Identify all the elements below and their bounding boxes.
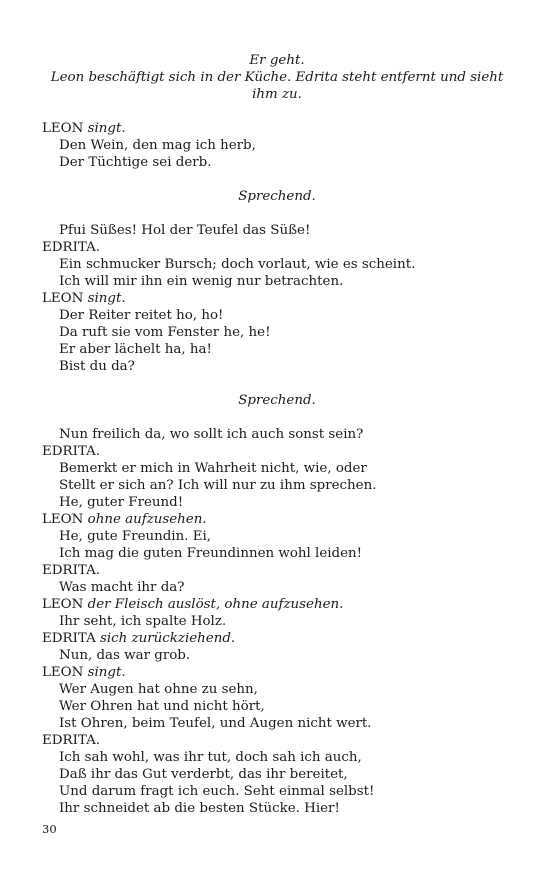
verse-line: Er aber lächelt ha, ha! — [59, 342, 212, 357]
verse-line: Bist du da? — [59, 359, 135, 374]
dialogue — [42, 120, 512, 817]
speaker-name: EDRITA. — [42, 444, 101, 459]
spacer — [42, 103, 512, 120]
stage-direction: Sprechend. — [238, 393, 316, 408]
verse-line: Der Reiter reitet ho, ho! — [59, 308, 224, 323]
speaker-line — [42, 596, 512, 613]
speaker-name: LEON — [42, 665, 84, 680]
verse-line: Und darum fragt ich euch. Seht einmal selbst! — [59, 784, 375, 799]
speaker-name: LEON — [42, 291, 84, 306]
spacer — [42, 409, 512, 426]
drama-text — [42, 52, 512, 817]
verse-line: Ihr schneidet ab die besten Stücke. Hier! — [59, 801, 340, 816]
verse-line: Stellt er sich an? Ich will nur zu ihm sprechen. — [59, 478, 377, 493]
verse-line: Da ruft sie vom Fenster he, he! — [59, 325, 271, 340]
speaker-line — [42, 511, 512, 528]
stage-direction-exit: Er geht. — [249, 53, 305, 68]
verse-line: Nun, das war grob. — [59, 648, 191, 663]
speaker-name: LEON — [42, 597, 84, 612]
verse-line: Pfui Süßes! Hol der Teufel das Süße! — [59, 223, 311, 238]
speaker-line — [42, 562, 512, 579]
verse-line: Ihr seht, ich spalte Holz. — [59, 614, 227, 629]
speaker-direction: der Fleisch auslöst, ohne aufzusehen. — [87, 597, 344, 612]
speaker-direction: singt. — [87, 121, 126, 136]
verse-line: Wer Ohren hat und nicht hört, — [59, 699, 265, 714]
speaker-name: LEON — [42, 512, 84, 527]
verse-line: He, guter Freund! — [59, 495, 184, 510]
speaker-direction: ohne aufzusehen. — [87, 512, 207, 527]
verse-line: Den Wein, den mag ich herb, — [59, 138, 256, 153]
verse-line: Ich sah wohl, was ihr tut, doch sah ich auch, — [59, 750, 362, 765]
speaker-line — [42, 443, 512, 460]
speaker-line — [42, 664, 512, 681]
verse-line: Ist Ohren, beim Teufel, und Augen nicht wert. — [59, 716, 372, 731]
stage-direction: Sprechend. — [238, 189, 316, 204]
speaker-line — [42, 732, 512, 749]
verse-line: Ich will mir ihn ein wenig nur betrachten. — [59, 274, 344, 289]
verse-line: Wer Augen hat ohne zu sehn, — [59, 682, 258, 697]
speaker-line — [42, 290, 512, 307]
verse-line: Ich mag die guten Freundinnen wohl leiden! — [59, 546, 363, 561]
verse-line: Der Tüchtige sei derb. — [59, 155, 212, 170]
verse-line: Daß ihr das Gut verderbt, das ihr bereitet, — [59, 767, 348, 782]
verse-line: He, gute Freundin. Ei, — [59, 529, 212, 544]
speaker-line — [42, 120, 512, 137]
speaker-name: LEON — [42, 121, 84, 136]
speaker-line — [42, 239, 512, 256]
speaker-line — [42, 630, 512, 647]
speaker-name: EDRITA — [42, 631, 96, 646]
speaker-direction: sich zurückziehend. — [100, 631, 236, 646]
page-number: 30 — [42, 822, 57, 836]
speaker-direction: singt. — [87, 291, 126, 306]
speaker-direction: singt. — [87, 665, 126, 680]
verse-line: Bemerkt er mich in Wahrheit nicht, wie, oder — [59, 461, 367, 476]
spacer — [42, 171, 512, 188]
verse-line: Was macht ihr da? — [59, 580, 185, 595]
speaker-name: EDRITA. — [42, 733, 101, 748]
verse-line: Ein schmucker Bursch; doch vorlaut, wie es scheint. — [59, 257, 416, 272]
stage-direction-scene: Leon beschäftigt sich in der Küche. Edrita steht entfernt und sieht ihm zu. — [50, 70, 504, 102]
speaker-name: EDRITA. — [42, 563, 101, 578]
spacer — [42, 375, 512, 392]
verse-line: Nun freilich da, wo sollt ich auch sonst sein? — [59, 427, 364, 442]
spacer — [42, 205, 512, 222]
speaker-name: EDRITA. — [42, 240, 101, 255]
